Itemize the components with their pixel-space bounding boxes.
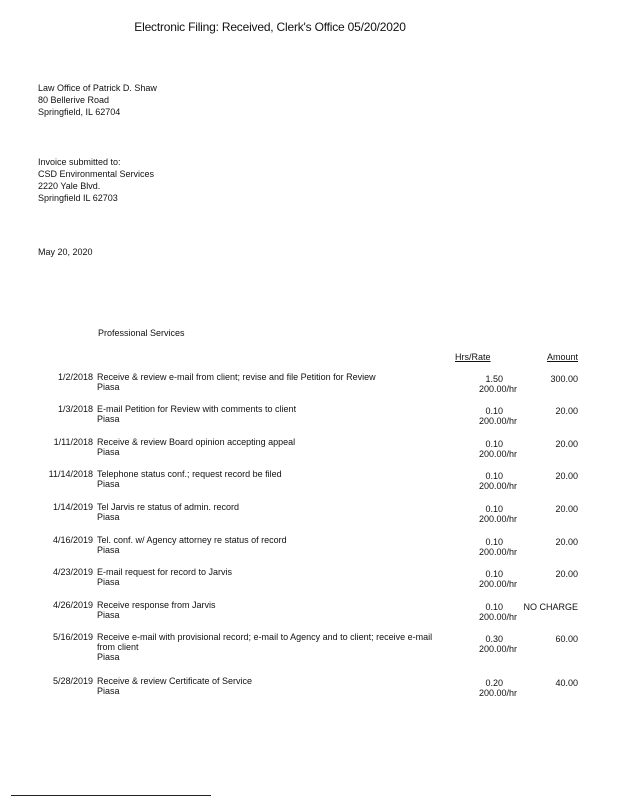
entry-rate: 200.00/hr — [478, 612, 517, 622]
entry-amount: 20.00 — [555, 406, 578, 416]
entry-attorney: Piasa — [97, 414, 120, 424]
entry-attorney: Piasa — [97, 479, 120, 489]
entry-hours: 0.10 — [485, 602, 503, 612]
entry-hrs-rate — [455, 406, 517, 426]
entry-date: 4/26/2019 — [52, 600, 93, 610]
entry-amount: 20.00 — [555, 471, 578, 481]
entry-date: 1/3/2018 — [57, 404, 93, 414]
entry-rate: 200.00/hr — [478, 514, 517, 524]
entry-description: Telephone status conf.; request record be filed — [97, 469, 282, 479]
entry-rate: 200.00/hr — [478, 416, 517, 426]
firm-address-line-2: Springfield, IL 62704 — [38, 107, 121, 117]
entry-amount: 300.00 — [550, 374, 578, 384]
recipient-block — [38, 156, 154, 204]
entry-amount: NO CHARGE — [523, 602, 578, 612]
entry-hrs-rate — [455, 471, 517, 491]
entry-description: Tel. conf. w/ Agency attorney re status of record — [97, 535, 287, 545]
recipient-name: CSD Environmental Services — [38, 169, 155, 179]
entry-description-block — [97, 502, 447, 522]
entry-hrs-rate — [455, 602, 517, 622]
column-header-hrs-rate: Hrs/Rate — [455, 352, 491, 362]
entry-hrs-rate — [455, 537, 517, 557]
entry-hrs-rate — [455, 374, 517, 394]
entry-attorney: Piasa — [97, 577, 120, 587]
entry-amount: 20.00 — [555, 439, 578, 449]
entry-attorney: Piasa — [97, 447, 120, 457]
entry-date: 5/16/2019 — [52, 632, 93, 642]
entry-attorney: Piasa — [97, 610, 120, 620]
entry-amount: 20.00 — [555, 537, 578, 547]
entry-hrs-rate — [455, 439, 517, 459]
recipient-intro: Invoice submitted to: — [38, 157, 121, 167]
entry-hours: 0.10 — [485, 537, 503, 547]
column-header-amount: Amount — [546, 352, 578, 362]
entry-amount: 20.00 — [555, 569, 578, 579]
entry-description: E-mail request for record to Jarvis — [97, 567, 233, 577]
entry-description-block — [97, 535, 447, 555]
entry-rate: 200.00/hr — [478, 481, 517, 491]
entry-rate: 200.00/hr — [478, 688, 517, 698]
entry-rate: 200.00/hr — [478, 579, 517, 589]
entry-hours: 0.10 — [485, 569, 503, 579]
entry-amount: 60.00 — [555, 634, 578, 644]
entry-description-block — [97, 600, 447, 620]
recipient-address-line-2: Springfield IL 62703 — [38, 193, 118, 203]
entry-hours: 0.20 — [485, 678, 503, 688]
entry-date: 11/14/2018 — [48, 469, 93, 479]
entry-description-block — [97, 372, 447, 392]
entry-description: Receive & review Board opinion accepting appeal — [97, 437, 296, 447]
entry-attorney: Piasa — [97, 512, 120, 522]
entry-hours: 0.10 — [485, 439, 503, 449]
entry-description-block — [97, 632, 447, 662]
entry-description: Tel Jarvis re status of admin. record — [97, 502, 240, 512]
firm-address-block — [38, 82, 157, 118]
entry-hours: 1.50 — [485, 374, 503, 384]
entry-rate: 200.00/hr — [478, 384, 517, 394]
entry-description-block — [97, 469, 447, 489]
entry-hours: 0.10 — [485, 504, 503, 514]
entry-rate: 200.00/hr — [478, 644, 517, 654]
entry-attorney: Piasa — [97, 545, 120, 555]
entry-description-block — [97, 676, 447, 696]
entry-description: Receive & review Certificate of Service — [97, 676, 253, 686]
recipient-address-line-1: 2220 Yale Blvd. — [38, 181, 101, 191]
entry-description: E-mail Petition for Review with comments to client — [97, 404, 297, 414]
entry-hours: 0.10 — [485, 471, 503, 481]
entry-hours: 0.10 — [485, 406, 503, 416]
entry-attorney: Piasa — [97, 652, 120, 662]
entry-date: 1/14/2019 — [52, 502, 93, 512]
filing-stamp: Electronic Filing: Received, Clerk's Office 05/20/2020 — [134, 20, 406, 34]
entry-description: Receive e-mail with provisional record; e-mail to Agency and to client; receive e-mail from client — [97, 632, 433, 652]
entry-description-block — [97, 437, 447, 457]
entry-hrs-rate — [455, 678, 517, 698]
entry-hrs-rate — [455, 569, 517, 589]
footer-rule — [11, 795, 211, 796]
entry-rate: 200.00/hr — [478, 449, 517, 459]
invoice-date: May 20, 2020 — [38, 247, 93, 257]
entry-attorney: Piasa — [97, 686, 120, 696]
entry-attorney: Piasa — [97, 382, 120, 392]
entry-date: 5/28/2019 — [52, 676, 93, 686]
entry-date: 1/2/2018 — [57, 372, 93, 382]
entry-hours: 0.30 — [485, 634, 503, 644]
entry-hrs-rate — [455, 634, 517, 654]
entry-description-block — [97, 404, 447, 424]
entry-description: Receive response from Jarvis — [97, 600, 216, 610]
entry-amount: 20.00 — [555, 504, 578, 514]
firm-address-line-1: 80 Bellerive Road — [38, 95, 110, 105]
section-title: Professional Services — [98, 328, 185, 338]
entry-hrs-rate — [455, 504, 517, 524]
firm-name: Law Office of Patrick D. Shaw — [38, 83, 157, 93]
entry-rate: 200.00/hr — [478, 547, 517, 557]
entry-description: Receive & review e-mail from client; revise and file Petition for Review — [97, 372, 376, 382]
entry-amount: 40.00 — [555, 678, 578, 688]
entry-date: 4/23/2019 — [52, 567, 93, 577]
entry-date: 4/16/2019 — [52, 535, 93, 545]
entry-description-block — [97, 567, 447, 587]
entry-date: 1/11/2018 — [53, 437, 93, 447]
